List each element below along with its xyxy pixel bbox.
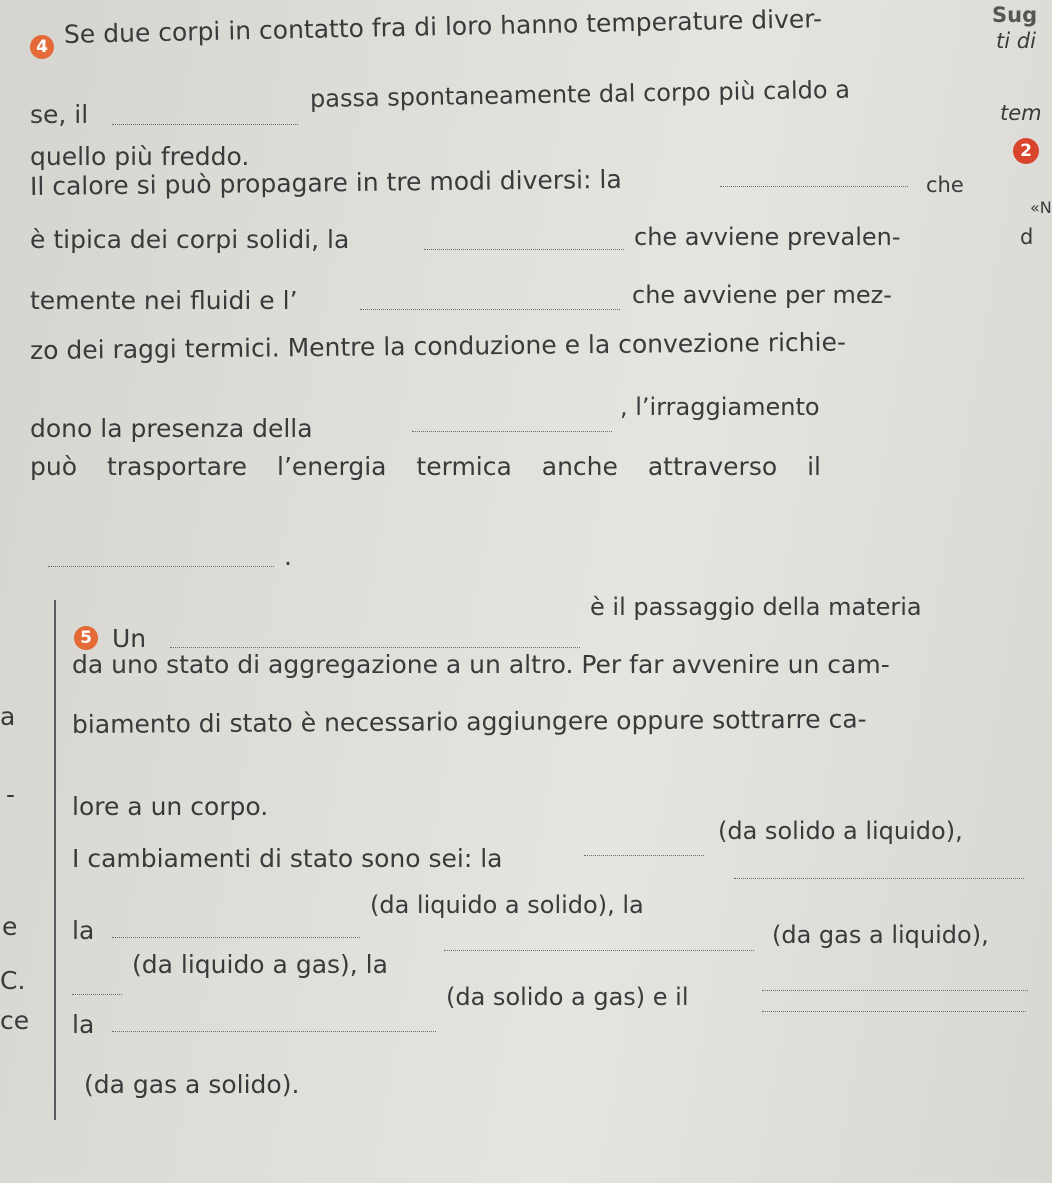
exercise-4-number: 4 xyxy=(30,35,54,59)
left-frag-3: e xyxy=(2,912,18,941)
ex5-line-2: da uno stato di aggregazione a un altro. Per far avvenire un cam- xyxy=(72,650,890,679)
blank-radiation[interactable] xyxy=(360,309,620,310)
blank-convection[interactable] xyxy=(424,249,624,250)
ex5-line-1b: è il passaggio della materia xyxy=(590,593,922,621)
left-frag-4: C. xyxy=(0,966,26,995)
blank-sublimation[interactable] xyxy=(112,1031,436,1032)
ex5-line-7b: (da gas a liquido), xyxy=(772,921,989,949)
blank-evaporation[interactable] xyxy=(72,994,122,995)
ex5-line-4: lore a un corpo. xyxy=(72,792,269,821)
blank-line7-extra[interactable] xyxy=(762,990,1028,991)
blank-matter[interactable] xyxy=(412,431,612,432)
margin-top-label: Sug xyxy=(992,3,1038,27)
ex5-line-6b: (da liquido a solido), la xyxy=(370,891,644,919)
ex4-line-8b: , l’irraggiamento xyxy=(620,393,820,421)
ex4-line-5b: che avviene prevalen- xyxy=(634,223,901,251)
ex5-line-9: (da gas a solido). xyxy=(84,1070,300,1099)
ex4-line-2b: passa spontaneamente dal corpo più caldo a xyxy=(309,75,851,113)
ex4-line-9: può trasportare l’energia termica anche attraverso il xyxy=(30,452,821,481)
blank-vaporization[interactable] xyxy=(734,878,1024,879)
blank-heat[interactable] xyxy=(112,124,298,125)
ex4-line-8a: dono la presenza della xyxy=(30,414,313,443)
margin-quote: «N xyxy=(1030,198,1052,217)
margin-badge-2: 2 xyxy=(1013,138,1039,164)
ex5-line-5b: (da solido a liquido), xyxy=(718,817,963,845)
ex4-line-5a: è tipica dei corpi solidi, la xyxy=(30,225,350,254)
blank-condensation[interactable] xyxy=(444,950,754,951)
ex4-period: . xyxy=(284,542,292,571)
blank-deposition[interactable] xyxy=(762,1011,1026,1012)
ex4-line-3: quello più freddo. xyxy=(30,142,250,171)
blank-solidification[interactable] xyxy=(112,937,360,938)
ex4-line-7: zo dei raggi termici. Mentre la conduzione e la convezione richie- xyxy=(29,327,847,365)
margin-letter: d xyxy=(1020,225,1034,249)
blank-fusion[interactable] xyxy=(584,855,704,856)
ex5-line-1a: Un xyxy=(112,624,147,653)
ex5-line-5a: I cambiamenti di stato sono sei: la xyxy=(72,844,503,873)
ex4-line-4a: Il calore si può propagare in tre modi diversi: la xyxy=(29,164,622,201)
ex5-line-7a: (da liquido a gas), la xyxy=(132,950,388,979)
left-frag-1: a xyxy=(0,702,16,731)
ex4-line-2a: se, il xyxy=(30,100,89,129)
ex4-line-6b: che avviene per mez- xyxy=(632,281,892,309)
ex5-line-8a: la xyxy=(72,1010,95,1039)
margin-rule xyxy=(54,600,56,1120)
ex5-line-6a: la xyxy=(72,916,95,945)
blank-vacuum[interactable] xyxy=(48,566,274,567)
margin-line-b: tem xyxy=(1000,101,1042,125)
ex5-line-3: biamento di stato è necessario aggiungere oppure sottrarre ca- xyxy=(71,704,867,739)
exercise-5-number: 5 xyxy=(74,626,98,650)
ex4-line-4b: che xyxy=(926,173,964,197)
blank-conduction[interactable] xyxy=(720,186,908,187)
margin-line-a: ti di xyxy=(996,29,1036,53)
ex4-line-1: Se due corpi in contatto fra di loro hanno temperature diver- xyxy=(63,4,823,49)
left-frag-2: - xyxy=(6,780,16,809)
left-frag-5: ce xyxy=(0,1006,30,1035)
ex4-line-6a: temente nei fluidi e l’ xyxy=(30,286,298,315)
blank-state-change[interactable] xyxy=(170,647,580,648)
ex5-line-8b: (da solido a gas) e il xyxy=(446,983,689,1011)
